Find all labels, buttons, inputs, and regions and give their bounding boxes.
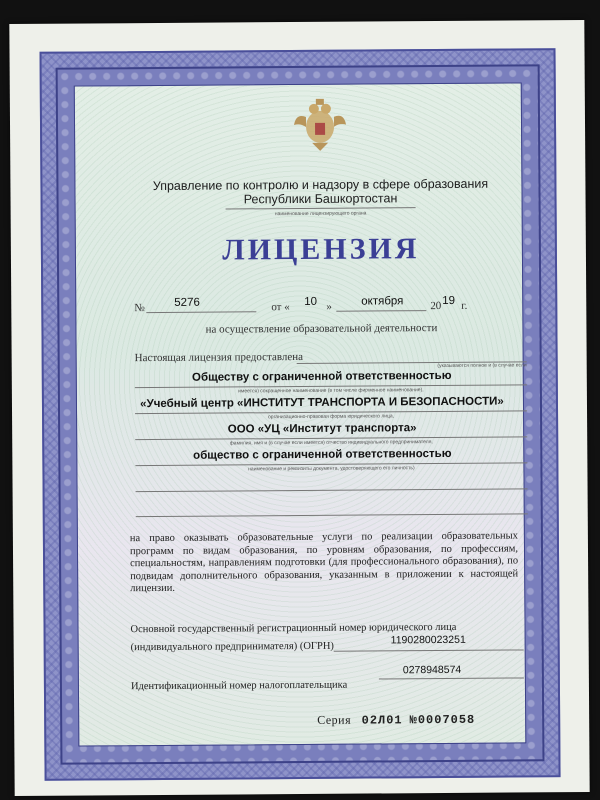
ogrn-value: 1190280023251 [390,633,466,647]
granted-label: Настоящая лицензия предоставлена [134,350,304,365]
granted-name-line2: «Учебный центр «ИНСТИТУТ ТРАНСПОРТА И БЕЗОПАСНОСТИ» [140,395,504,411]
license-day: 10 [304,295,318,308]
ornamental-border [40,48,561,781]
month-underline [336,310,426,312]
purpose-text: на осуществление образовательной деятельности [205,322,438,336]
inn-label: Идентификационный номер налогоплательщика [130,679,348,693]
day-close: » [326,300,332,313]
series-number: №0007058 [409,712,476,728]
blank-line-2 [136,513,528,517]
granted-caption4: фамилия, имя и (в случае если имеется) отчество индивидуального предпринимателя, [229,439,433,447]
authority-name [115,176,525,207]
document-title: ЛИЦЕНЗИЯ [222,232,420,267]
license-sheet [9,20,589,796]
license-month: октября [361,295,404,308]
authority-underline [226,207,416,209]
number-underline [146,311,256,313]
series-label: Серия [317,712,352,727]
ogrn-label1: Основной государственный регистрационный номер юридического лица [130,621,457,636]
series-code: 02Л01 [361,713,403,728]
year-suffix: г. [461,299,468,312]
year-prefix: 20 [430,300,442,313]
ornamental-border-inner [56,64,545,764]
authority-line2: Республики Башкортостан [243,191,398,207]
authority-caption: наименование лицензирующего органа [274,210,367,218]
granted-caption5: наименование и реквизиты документа, удостоверяющего его личность) [248,465,415,473]
number-label: № [134,302,145,315]
inn-value: 0278948574 [402,663,462,677]
rights-paragraph: на право оказывать образовательные услуги по реализации образовательных программ по видам образования, по уровням образования, по профессиям, специальностям, направлениям подготовки (для профессионального образования), по подвидам дополнительного образования, указанным в приложении к настоящей лицензии. [129,530,519,595]
series-row [317,712,475,728]
from-label: от « [271,301,290,314]
ogrn-underline [334,649,524,651]
granted-name-line3: ООО «УЦ «Институт транспорта» [227,422,417,436]
granted-name-line4: общество с ограниченной ответственностью [193,447,452,462]
granted-caption2: имеется) сокращенное наименование (в том числе фирменное наименование), [238,387,424,395]
license-body [74,82,527,746]
license-number: 5276 [174,296,200,309]
granted-name-line1: Обществу с ограниченной ответственностью [191,369,452,384]
blank-line-1 [136,488,528,492]
coat-of-arms-icon [290,95,350,155]
ogrn-label2: (индивидуального предпринимателя) (ОГРН) [130,640,334,654]
authority-line1: Управление по контролю и надзору в сфере образования [152,176,489,194]
inn-underline [379,677,524,679]
granted-caption1: (указываются полное и (в случае если [437,362,527,370]
granted-caption3: организационно-правовая форма юридического лица, [267,413,395,421]
license-year: 19 [442,294,456,308]
